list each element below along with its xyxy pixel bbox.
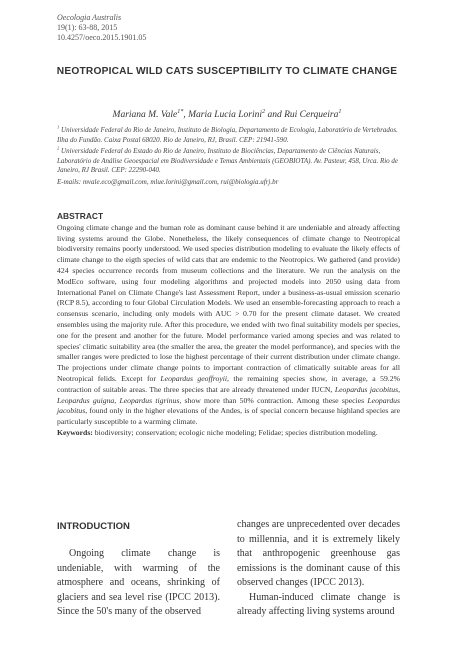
paragraph: changes are unprecedented over decades to millennia, and it is extremely likely that anthropogenic greenhouse gas emissions is the dominant cause of this observed changes (IPCC 2013). [237, 519, 400, 588]
abstract-text: , [114, 395, 120, 405]
emails-text: E-mails: mvale.eco@gmail.com, mlue.lorini@gmail.com, rui@biologia.ufrj.br [57, 177, 279, 186]
journal-header [57, 13, 146, 43]
author-superscript: 1* [177, 108, 184, 115]
author-name: Rui Cerqueira [284, 110, 339, 120]
abstract-section [57, 211, 400, 439]
author-superscript: 2 [262, 108, 266, 115]
author-superscript: 1 [338, 108, 342, 115]
journal-volume: 19(1): 63-88, 2015 [57, 23, 118, 32]
species-name: Leopardus jacobitus [334, 384, 399, 394]
author-list [0, 110, 454, 120]
keywords-label: Keywords: [57, 427, 93, 437]
introduction-heading: INTRODUCTION [57, 521, 130, 532]
journal-name: Oecologia Australis [57, 13, 122, 22]
abstract-body [57, 223, 400, 428]
affiliation-text: Universidade Federal do Rio de Janeiro, Instituto de Biologia, Departamento de Ecologia, Laboratório de Vertebrados. Ilha do Fundão. Caixa Postal 68020. Rio de Janeiro, RJ, Brasil. CEP: 21941-590. [57, 126, 398, 144]
affiliations [57, 126, 400, 190]
author-name: Maria Lucia Lorini [188, 110, 263, 120]
keywords-list: biodiversity; conservation; ecologic niche modeling; Felidae; species distribution modeling. [92, 427, 378, 437]
affiliation-number: 2 [57, 145, 60, 151]
abstract-heading: ABSTRACT [57, 211, 104, 221]
abstract-text: , [398, 384, 400, 394]
abstract-text: , found only in the higher elevations of the Andes, is of special concern because highland species are particularly susceptible to a warming climate. [57, 406, 400, 427]
author-separator: and [265, 110, 285, 120]
author-separator: , [183, 110, 189, 120]
abstract-text: , the remaining species show, in average, a 59.2% contraction of suitable areas. The three species that are already threatened under IUCN, [57, 373, 400, 394]
species-name: Leopardus geoffroyii [160, 373, 228, 383]
paragraph: Human-induced climate change is already affecting living systems around [237, 591, 400, 617]
species-name: Leopardus jacobitus [57, 395, 400, 416]
author-name: Mariana M. Vale [112, 110, 178, 120]
paragraph: Ongoing climate change is undeniable, with warming of the atmosphere and oceans, shrinking of glaciers and sea level rise (IPCC 2013). Since the 50's many of the observed [57, 548, 220, 617]
paper-title: NEOTROPICAL WILD CATS SUSCEPTIBILITY TO CLIMATE CHANGE [56, 66, 398, 77]
species-name: Leopardus guigna [57, 395, 115, 405]
abstract-text: , show more than 50% contraction. Among these species [179, 395, 368, 405]
affiliation [57, 126, 400, 145]
affiliation [57, 147, 400, 176]
contact-emails [57, 178, 400, 188]
affiliation-text: Universidade Federal do Estado do Rio de Janeiro, Instituto de Biociências, Departamento de Ciências Naturais, Laboratório de Análise Geoespacial em Biodiversidade e Temas Ambientais (GEOBIOTA). Av. Pasteur, 458, Urca. Rio de Janeiro, RJ Brasil. CEP: 22290-040. [57, 147, 399, 175]
keywords [57, 428, 400, 439]
abstract-text: Ongoing climate change and the human role as dominant cause behind it are undeniable and already affecting living systems around the Globe. Nonetheless, the likely consequences of climate change to Neotropical biodiversity remains poorly understood. We used species distribution modeling to evaluate the likely effects of climate change to the eigth species of wild cats that are endemic to the Neotropics. We gathered (and provide) 424 species occurrence records from museum collections and the literature. We run the analysis on the ModEco software, using four modeling algorithms and projected models into 2050 using data from International Panel on Climate Change's last Assessment Report, under a business-as-usual emission scenario (RCP 8.5), according to four Global Circulation Models. We used an ensemble-forecasting approach to reach a consensus scenario, including only models with AUC > 0.70 for the present climate dataset. We created ensembles using the majority rule. After this procedure, we ended with two final suitability models per species, one for the present and another for the future. Model performance varied among species and was related to species' climatic suitability area (the smaller the area, the greater the model performance), and species with the smaller ranges were predicted to lose the highest percentage of their current distribution under climate change. The projections under climate change points to important contraction of climatically suitable areas for all Neotropical felids. Except for [57, 222, 400, 383]
introduction-right-column [237, 518, 400, 620]
journal-doi: 10.4257/oeco.2015.1901.05 [57, 33, 147, 42]
species-name: Leopardus tigrinus [119, 395, 180, 405]
introduction-left-column [57, 547, 220, 620]
affiliation-number: 1 [57, 124, 60, 130]
